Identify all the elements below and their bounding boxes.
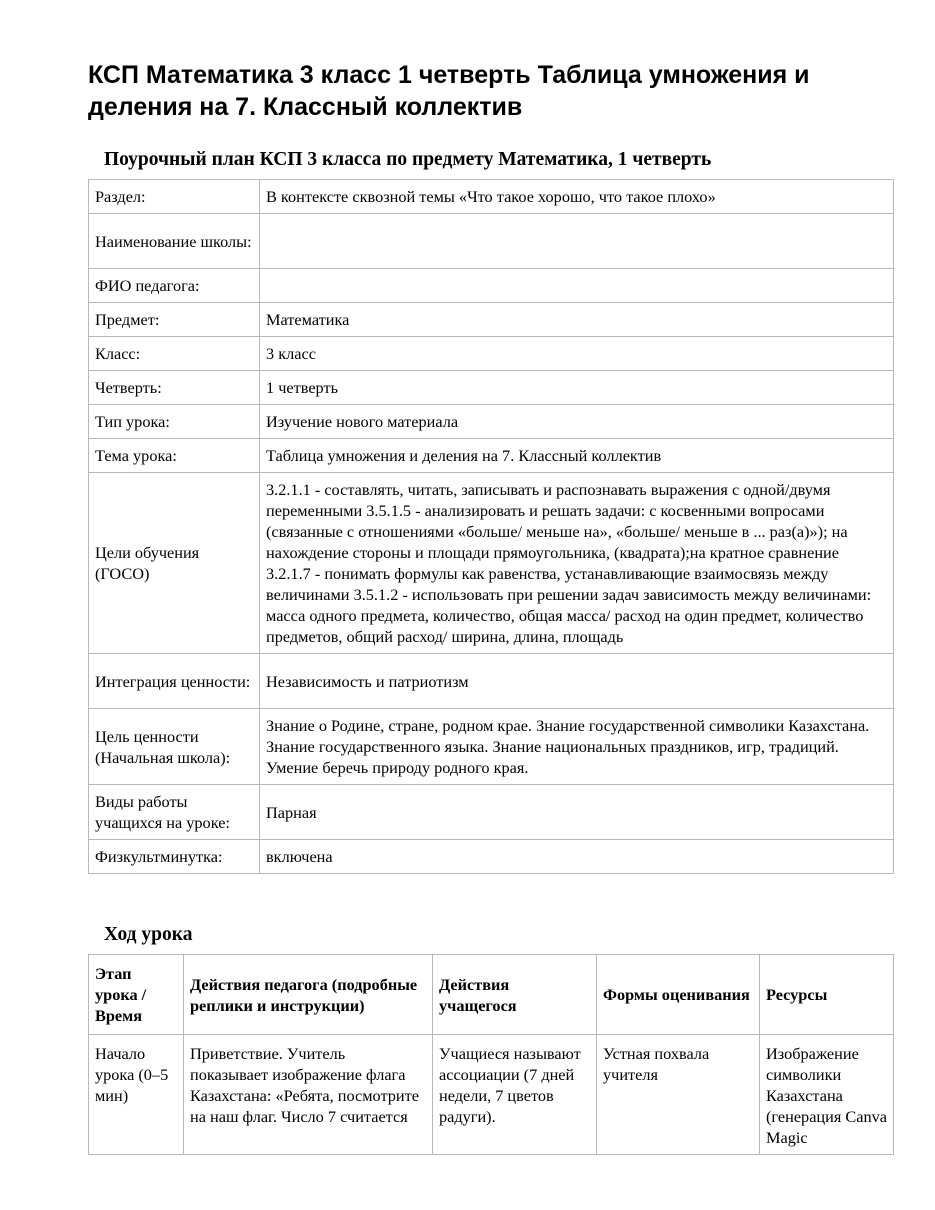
table-cell: Устная похвала учителя [597, 1035, 760, 1155]
row-label: Тема урока: [89, 439, 260, 473]
row-label: Раздел: [89, 180, 260, 214]
column-header: Этап урока / Время [89, 955, 184, 1035]
table-row [89, 405, 894, 439]
lesson-plan-table [88, 179, 894, 874]
row-value: Независимость и патриотизм [260, 654, 894, 709]
row-label: Цель ценности (Начальная школа): [89, 709, 260, 785]
row-label: Предмет: [89, 303, 260, 337]
table-row [89, 371, 894, 405]
column-header: Ресурсы [760, 955, 894, 1035]
row-label: Четверть: [89, 371, 260, 405]
table-row [89, 709, 894, 785]
column-header: Действия педагога (подробные реплики и инструкции) [184, 955, 433, 1035]
table-cell: Приветствие. Учитель показывает изображение флага Казахстана: «Ребята, посмотрите на наш флаг. Число 7 считается [184, 1035, 433, 1155]
row-value: Парная [260, 785, 894, 840]
table-row [89, 303, 894, 337]
row-value: В контексте сквозной темы «Что такое хорошо, что такое плохо» [260, 180, 894, 214]
row-label: Интеграция ценности: [89, 654, 260, 709]
row-value: 3 класс [260, 337, 894, 371]
row-label: Физкультминутка: [89, 840, 260, 874]
lesson-heading: Ход урока [104, 924, 193, 945]
row-label: Цели обучения (ГОСО) [89, 473, 260, 654]
table-row [89, 180, 894, 214]
table-row [89, 269, 894, 303]
row-label: Класс: [89, 337, 260, 371]
column-header: Действия учащегося [433, 955, 597, 1035]
table-header-row [89, 955, 894, 1035]
table-row [89, 1035, 894, 1155]
row-label: Наименование школы: [89, 214, 260, 269]
table-row [89, 473, 894, 654]
table-row [89, 785, 894, 840]
row-value: 1 четверть [260, 371, 894, 405]
row-value [260, 214, 894, 269]
row-label: ФИО педагога: [89, 269, 260, 303]
table-cell: Изображение символики Казахстана (генерация Canva Magic [760, 1035, 894, 1155]
table-cell: Начало урока (0–5 мин) [89, 1035, 184, 1155]
table-row [89, 654, 894, 709]
row-value: Таблица умножения и деления на 7. Классный коллектив [260, 439, 894, 473]
row-label: Тип урока: [89, 405, 260, 439]
row-value: Знание о Родине, стране, родном крае. Знание государственной символики Казахстана. Знание государственного языка. Знание национальных праздников, игр, традиций. Умение беречь природу родного края. [260, 709, 894, 785]
row-value [260, 269, 894, 303]
table-row [89, 337, 894, 371]
table-row [89, 214, 894, 269]
row-label: Виды работы учащихся на уроке: [89, 785, 260, 840]
table-cell: Учащиеся называют ассоциации (7 дней недели, 7 цветов радуги). [433, 1035, 597, 1155]
row-value: Математика [260, 303, 894, 337]
document-title: КСП Математика 3 класс 1 четверть Таблица умножения и деления на 7. Классный коллектив [88, 61, 810, 121]
row-value: включена [260, 840, 894, 874]
lesson-flow-table [88, 954, 894, 1155]
table-row [89, 840, 894, 874]
column-header: Формы оценивания [597, 955, 760, 1035]
plan-heading: Поурочный план КСП 3 класса по предмету Математика, 1 четверть [104, 149, 712, 170]
row-value: 3.2.1.1 - составлять, читать, записывать и распознавать выражения с одной/двумя переменными 3.5.1.5 - анализировать и решать задачи: с косвенными вопросами (связанные с отношениями «больше/ меньше на», «больше/ меньше в ... раз(а)»); на нахождение стороны и площади прямоугольника, (квадрата);на кратное сравнение 3.2.1.7 - понимать формулы как равенства, устанавливающие взаимосвязь между величинами 3.5.1.2 - использовать при решении задач зависимость между величинами: масса одного предмета, количество, общая масса/ расход на один предмет, количество предметов, общий расход/ ширина, длина, площадь [260, 473, 894, 654]
table-row [89, 439, 894, 473]
row-value: Изучение нового материала [260, 405, 894, 439]
